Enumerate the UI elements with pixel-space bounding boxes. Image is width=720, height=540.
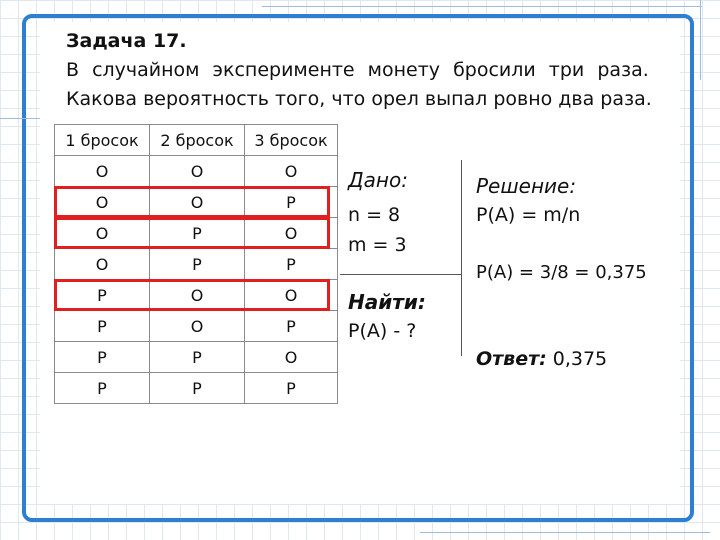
given-divider-horizontal xyxy=(340,274,462,275)
header-throw-1: 1 бросок xyxy=(55,125,150,156)
table-cell: Р xyxy=(245,373,338,404)
header-throw-3: 3 бросок xyxy=(245,125,338,156)
table-cell: О xyxy=(245,280,338,311)
header-throw-2: 2 бросок xyxy=(150,125,245,156)
answer-value: 0,375 xyxy=(546,348,608,370)
table-cell: О xyxy=(150,311,245,342)
task-text-line-2: Какова вероятность того, что орел выпал ровно два раза. xyxy=(66,88,652,110)
solution-calculation: P(A) = 3/8 = 0,375 xyxy=(476,262,647,283)
table-cell: Р xyxy=(150,342,245,373)
answer-line xyxy=(476,348,607,370)
table-cell: Р xyxy=(55,311,150,342)
solution-formula: P(A) = m/n xyxy=(476,204,581,226)
table-row xyxy=(55,311,338,342)
task-title: Задача 17. xyxy=(66,30,187,52)
highlight-box-row xyxy=(54,279,330,311)
table-row xyxy=(55,373,338,404)
table-cell: Р xyxy=(150,373,245,404)
find-value: P(A) - ? xyxy=(348,320,417,342)
task-text-line-1: В случайном эксперименте монету бросили три раза. xyxy=(66,59,649,81)
solution-label: Решение: xyxy=(476,174,577,198)
outcomes-table xyxy=(54,124,338,404)
table-cell: О xyxy=(55,187,150,218)
table-cell: О xyxy=(55,156,150,187)
table-row xyxy=(55,342,338,373)
table-cell: Р xyxy=(55,280,150,311)
table-row xyxy=(55,156,338,187)
highlight-box-row xyxy=(54,217,330,249)
table-cell: О xyxy=(150,187,245,218)
highlight-box-row xyxy=(54,186,330,218)
table-cell: Р xyxy=(150,218,245,249)
table-cell: Р xyxy=(55,342,150,373)
decorative-line-top xyxy=(262,6,702,7)
table-header-row xyxy=(55,125,338,156)
table-cell: О xyxy=(150,156,245,187)
table-cell: О xyxy=(55,249,150,280)
table-cell: О xyxy=(245,218,338,249)
table-cell: Р xyxy=(245,187,338,218)
table-cell: О xyxy=(245,342,338,373)
table-cell: Р xyxy=(245,249,338,280)
decorative-line-bottom xyxy=(420,532,710,533)
table-cell: Р xyxy=(245,311,338,342)
table-row xyxy=(55,249,338,280)
table-cell: О xyxy=(245,156,338,187)
given-n: n = 8 xyxy=(348,204,401,226)
table-cell: Р xyxy=(150,249,245,280)
answer-label: Ответ: xyxy=(476,348,547,370)
given-label: Дано: xyxy=(348,168,408,192)
given-divider-vertical xyxy=(461,160,462,356)
table-cell: О xyxy=(55,218,150,249)
find-label: Найти: xyxy=(348,290,426,314)
table-cell: Р xyxy=(55,373,150,404)
decorative-line-right xyxy=(700,0,701,80)
table-cell: О xyxy=(150,280,245,311)
given-m: m = 3 xyxy=(348,234,407,256)
